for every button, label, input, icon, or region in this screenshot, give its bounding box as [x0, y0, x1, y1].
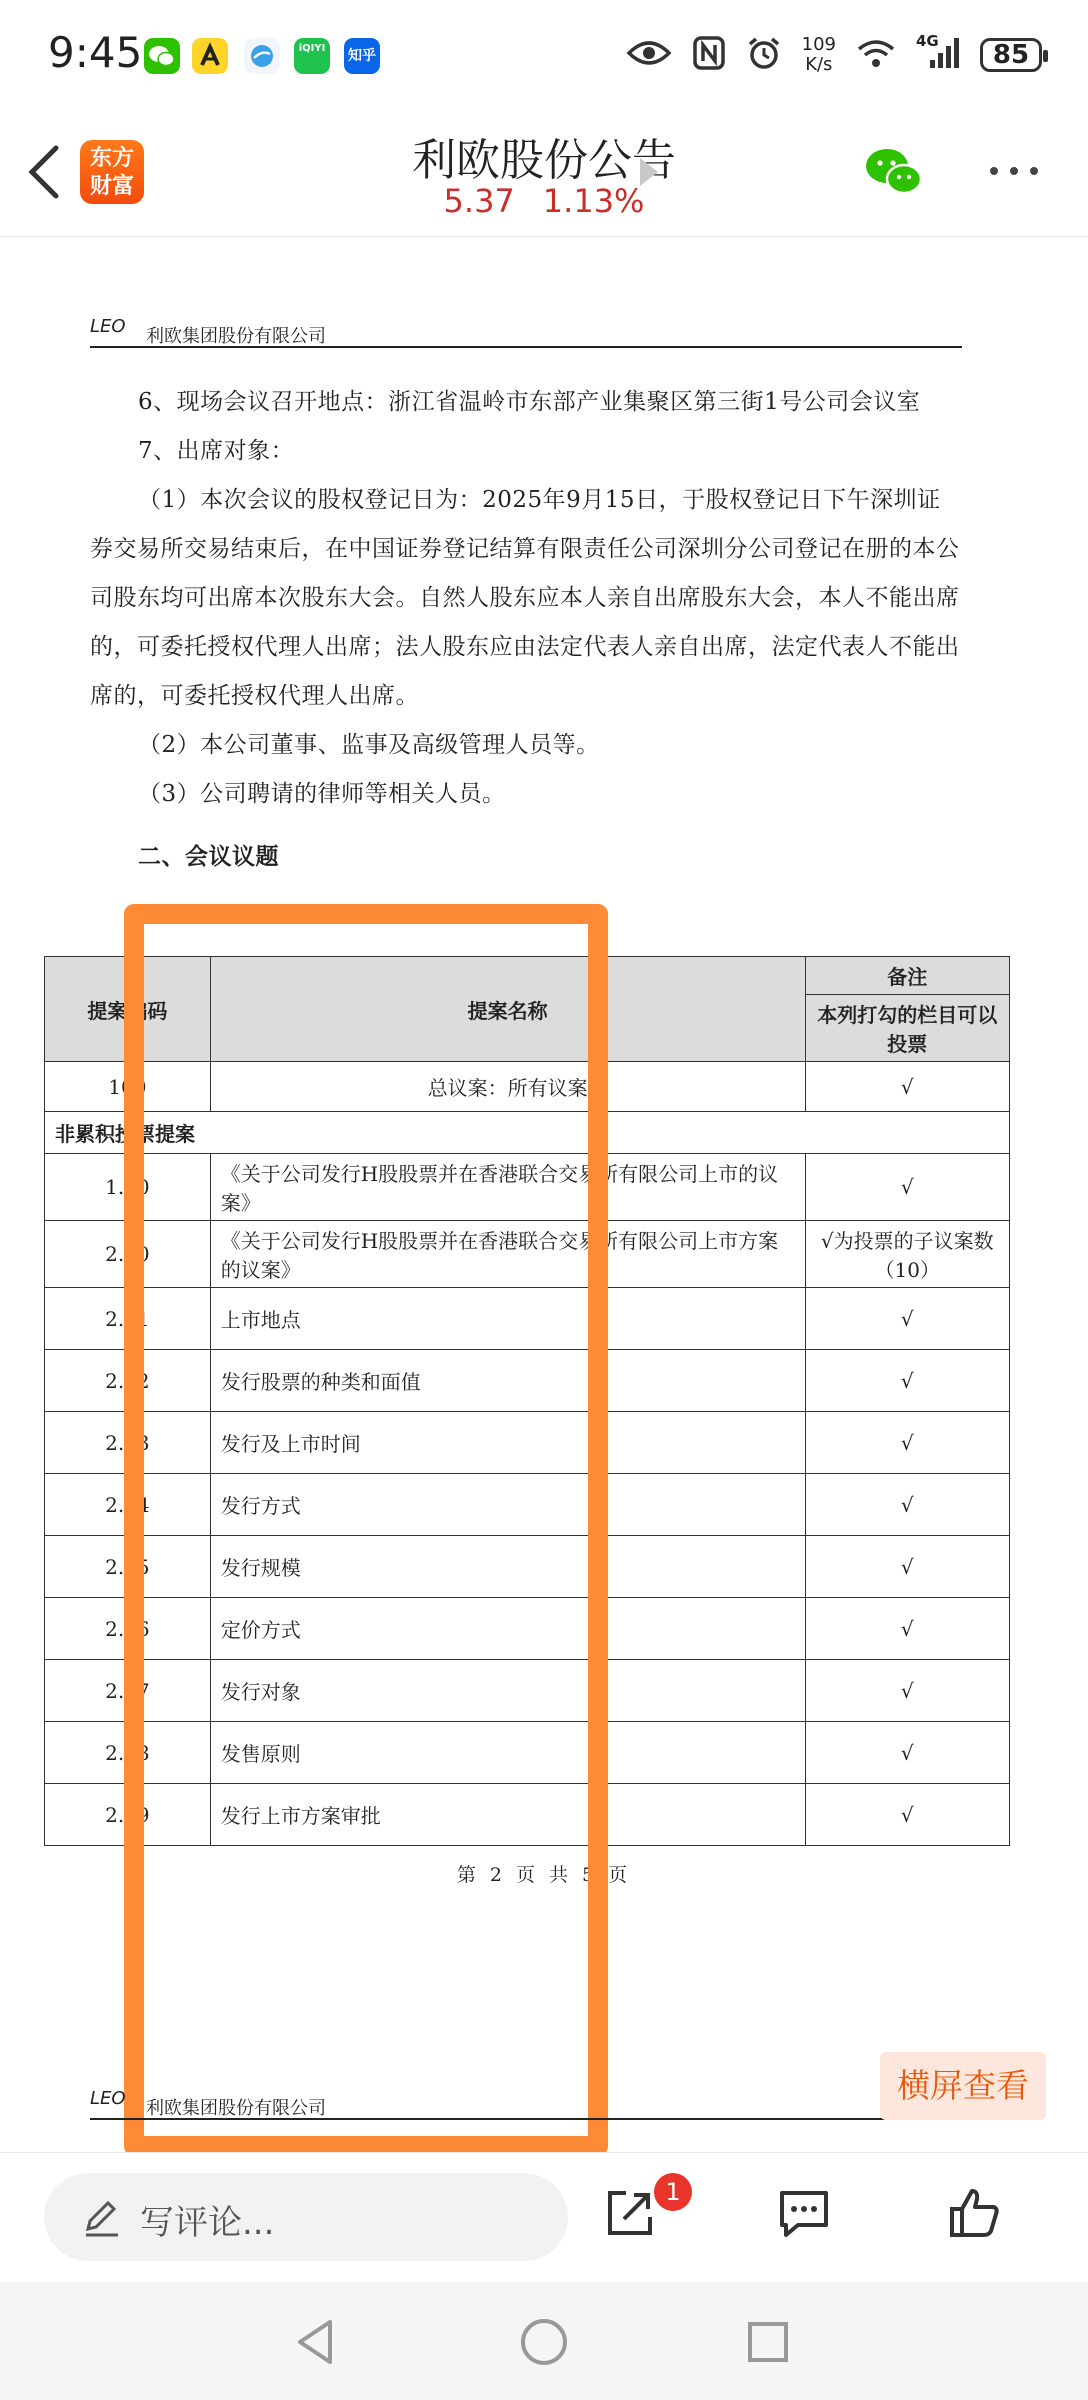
page-title: 利欧股份公告: [412, 135, 676, 186]
comment-input[interactable]: [44, 2173, 568, 2261]
doc-company-name: 利欧集团股份有限公司: [146, 326, 326, 347]
status-bar: [0, 0, 1088, 110]
share-icon: [600, 2183, 660, 2243]
net-speed: 109 K/s: [801, 34, 836, 75]
section-heading: 二、会议议题: [138, 843, 279, 870]
nav-back-icon: [286, 2312, 346, 2372]
wechat-app-icon: [144, 38, 180, 74]
nav-recents-icon: [738, 2312, 798, 2372]
thumbs-up-icon: [944, 2183, 1004, 2243]
doc-letterhead-2: [90, 2088, 962, 2120]
quote-arrow-icon[interactable]: [640, 158, 658, 186]
bottom-action-bar: [0, 2152, 1088, 2283]
like-button[interactable]: [944, 2183, 1004, 2243]
leo-logo: LEO: [90, 316, 126, 337]
battery-indicator: 85: [980, 38, 1042, 72]
table-row: 2.07 发行对象 √: [45, 1660, 1010, 1722]
nav-back-button[interactable]: [286, 2312, 346, 2372]
signal-icon: 4G: [916, 36, 960, 74]
wechat-share-button[interactable]: [862, 144, 926, 200]
status-time: 9:45: [48, 28, 143, 77]
nfc-icon: [692, 35, 726, 75]
doc-paragraph: 7、出席对象：: [138, 438, 295, 464]
table-row: 2.06 定价方式 √: [45, 1598, 1010, 1660]
table-section-row: 非累积投票提案: [45, 1112, 1010, 1154]
table-row: 2.08 发售原则 √: [45, 1722, 1010, 1784]
more-button[interactable]: [984, 160, 1044, 180]
table-header-remark: 备注: [805, 957, 1009, 995]
nav-home-icon: [514, 2312, 574, 2372]
table-row: 2.01 上市地点 √: [45, 1288, 1010, 1350]
more-dots-icon: [990, 167, 998, 175]
comment-placeholder: 写评论...: [140, 2203, 275, 2243]
table-row: 2.05 发行规模 √: [45, 1536, 1010, 1598]
browser-app-icon: [244, 38, 280, 74]
table-header-remark-sub: 本列打勾的栏目可以投票: [805, 995, 1009, 1062]
amap-app-icon: [192, 38, 228, 74]
doc-paragraph: （2）本公司董事、监事及高级管理人员等。: [138, 732, 600, 758]
nav-recents-button[interactable]: [738, 2312, 798, 2372]
doc-company-name: 利欧集团股份有限公司: [146, 2098, 326, 2119]
doc-letterhead: [90, 316, 962, 348]
status-icons: [626, 30, 1042, 80]
table-row: 1.00 《关于公司发行H股股票并在香港联合交易所有限公司上市的议案》 √: [45, 1154, 1010, 1221]
zhihu-app-icon: 知乎: [344, 38, 380, 74]
table-row: 2.02 发行股票的种类和面值 √: [45, 1350, 1010, 1412]
doc-paragraph: （3）公司聘请的律师等相关人员。: [138, 781, 506, 807]
header: [0, 110, 1088, 237]
table-header-name: 提案名称: [210, 957, 805, 1062]
share-button[interactable]: [600, 2183, 660, 2243]
doc-paragraph: （1）本次会议的股权登记日为：2025年9月15日，于股权登记日下午深圳证券交易所交易结束后，在中国证券登记结算有限责任公司深圳分公司登记在册的本公司股东均可出席本次股东大会。自然人股东应本人亲自出席股东大会，本人不能出席的，可委托授权代理人出席；法人股东应由法定代表人亲自出席，法定代表人不能出席的，可委托授权代理人出席。: [90, 487, 960, 709]
table-header-code: 提案编码: [45, 957, 211, 1062]
stock-price: 5.37: [443, 182, 515, 220]
stock-change: 1.13%: [542, 182, 645, 220]
table-row: 100 总议案：所有议案 √: [45, 1062, 1010, 1112]
table-row: 2.04 发行方式 √: [45, 1474, 1010, 1536]
iqiyi-app-icon: iQIYI: [294, 38, 330, 74]
wechat-icon: [862, 144, 926, 200]
comment-bubble-icon: [774, 2183, 834, 2243]
landscape-view-button[interactable]: 横屏查看: [880, 2052, 1046, 2120]
alarm-icon: [746, 35, 782, 75]
doc-paragraph: 6、现场会议召开地点：浙江省温岭市东部产业集聚区第三街1号公司会议室: [138, 389, 921, 415]
pencil-icon: [80, 2195, 124, 2239]
nav-home-button[interactable]: [514, 2312, 574, 2372]
eye-icon: [626, 38, 672, 72]
comments-button[interactable]: [774, 2183, 834, 2243]
table-row: 2.03 发行及上市时间 √: [45, 1412, 1010, 1474]
share-badge: 1: [654, 2173, 692, 2211]
wifi-icon: [856, 37, 896, 73]
table-row: 2.00 《关于公司发行H股股票并在香港联合交易所有限公司上市方案的议案》 √为投票的子议案数（10）: [45, 1221, 1010, 1288]
table-row: 2.09 发行上市方案审批 √: [45, 1784, 1010, 1846]
page-footer: 第 2 页 共 5 页: [456, 1864, 632, 1886]
system-nav-bar: [0, 2282, 1088, 2400]
eastmoney-logo[interactable]: 东方财富: [80, 140, 144, 204]
leo-logo: LEO: [90, 2088, 126, 2109]
proposal-table: [44, 956, 1010, 1846]
